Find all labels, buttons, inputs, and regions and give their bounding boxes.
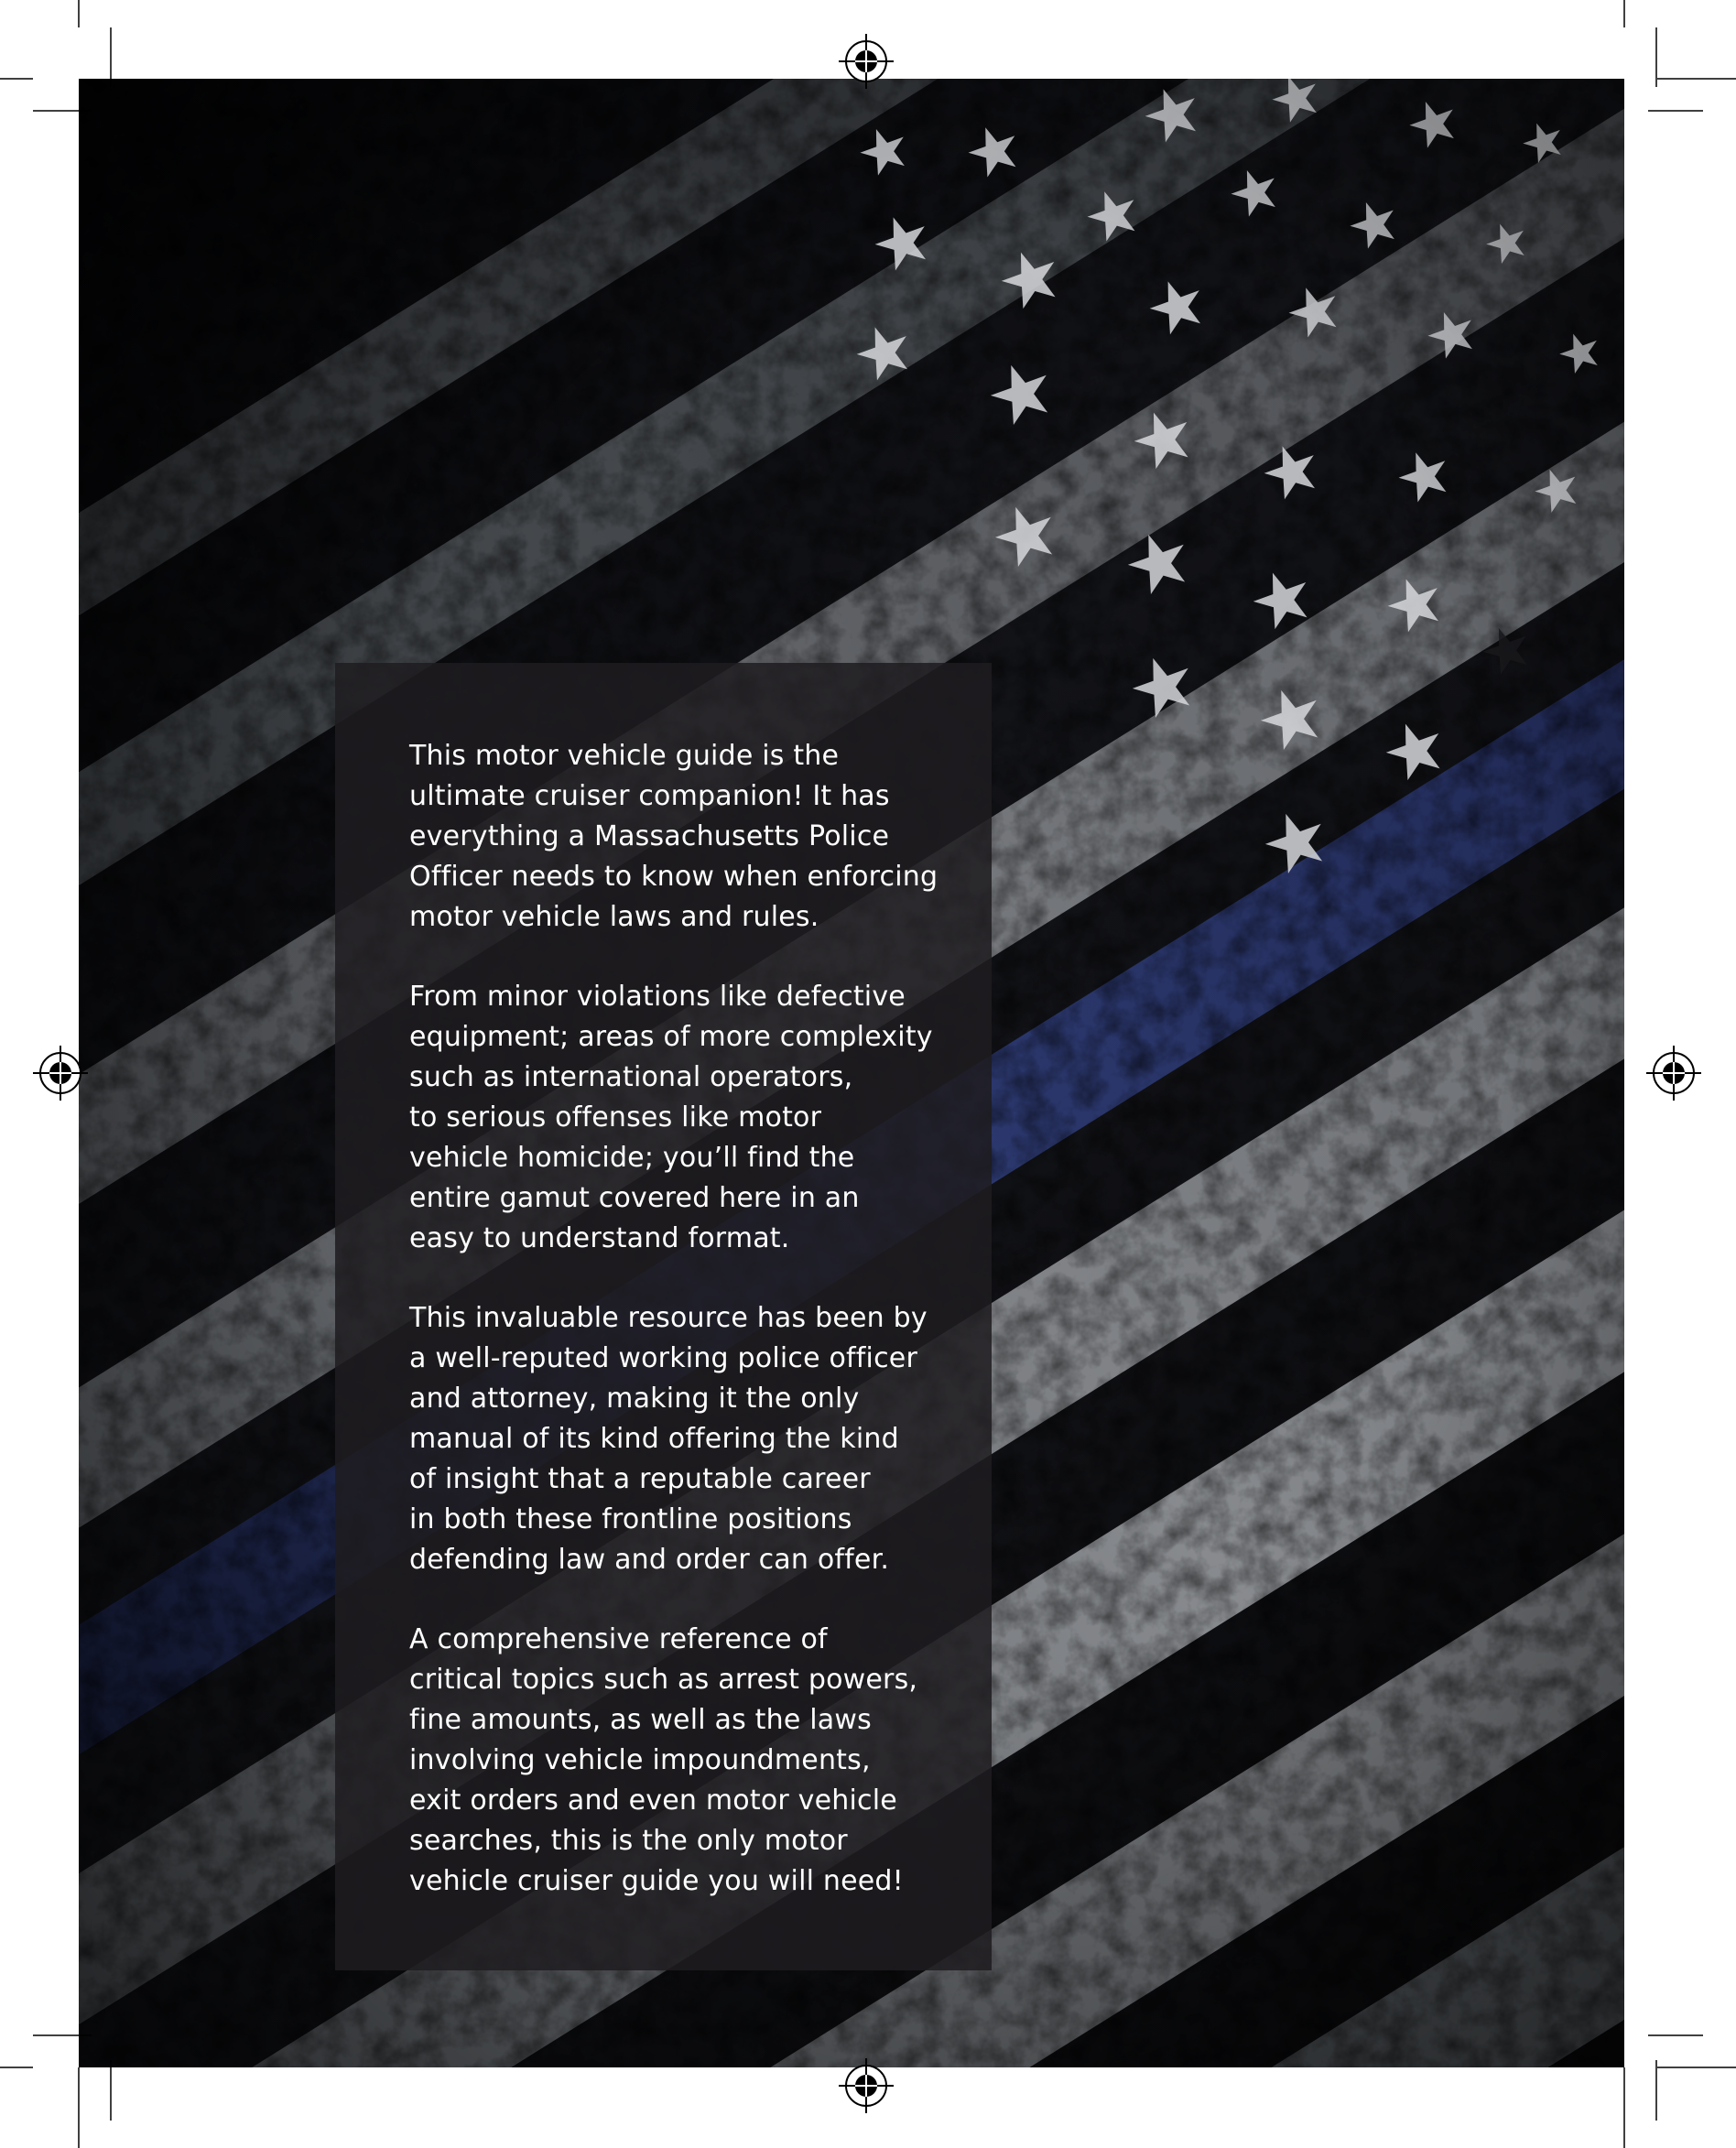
blurb-paragraph-3: This invaluable resource has been by a well-reputed working police officer and attorney, making it the only manual of its kind offering the kind of insight that a reputable career in both these frontline positions defending law and order can offer. (409, 1302, 928, 1576)
blurb-paragraph-4: A comprehensive reference of critical topics such as arrest powers, fine amounts, as well as the laws involving vehicle impoundments, exit orders and even motor vehicle searches, this is the only motor vehicle cruiser guide you will need! (409, 1623, 918, 1897)
registration-mark-right (1646, 1046, 1701, 1101)
blurb-paragraph-2: From minor violations like defective equipment; areas of more complexity such as international operators, to serious offenses like motor vehicle homicide; you’ll find the entire gamut covered here in an easy to understand format. (409, 981, 933, 1254)
blurb-paragraph-1: This motor vehicle guide is the ultimate cruiser companion! It has everything a Massachusetts Police Officer needs to know when enforcing motor vehicle laws and rules. (409, 740, 939, 933)
registration-mark-bottom (839, 2058, 894, 2113)
registration-mark-top (839, 34, 894, 89)
registration-mark-left (33, 1046, 88, 1101)
